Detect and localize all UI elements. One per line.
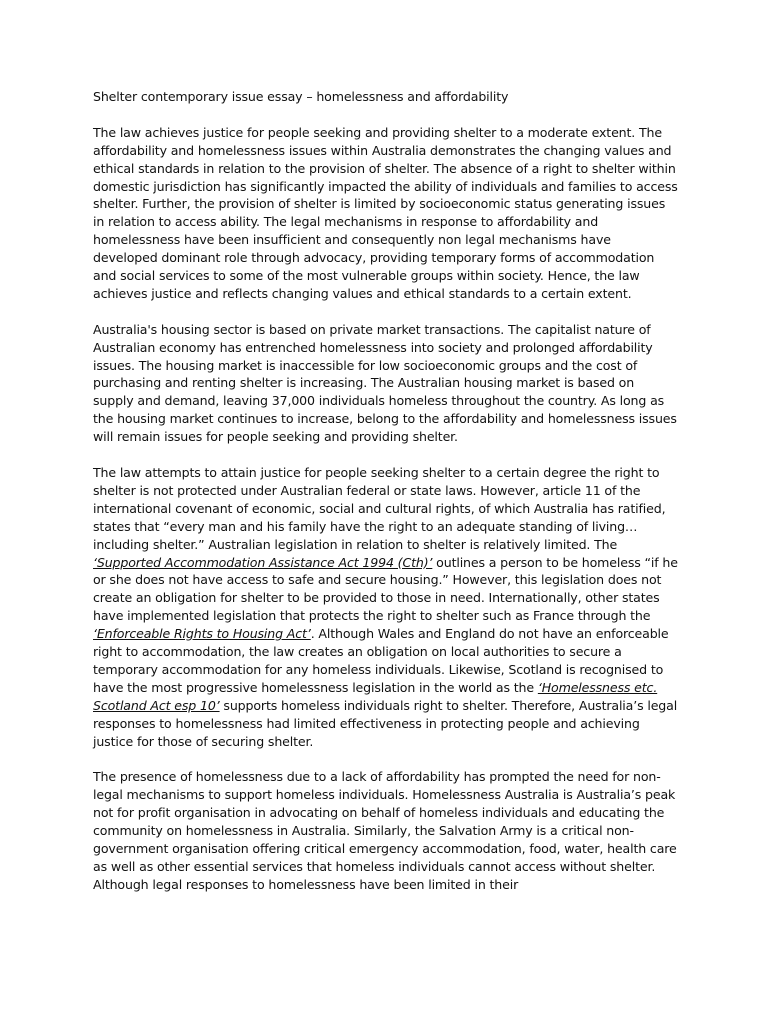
- paragraph-housing-sector: Australia's housing sector is based on private market transactions. The capitalist nature of Australian economy has entrenched homelessness into society and prolonged affordability issues. The housing market is inaccessible for low socioeconomic groups and the cost of purchasing and renting shelter is increasing. The Australian housing market is based on supply and demand, leaving 37,000 individuals homeless throughout the country. As long as the housing market continues to increase, belong to the affordability and homelessness issues will remain issues for people seeking and providing shelter.: [93, 321, 677, 445]
- document-title: Shelter contemporary issue essay – homelessness and affordability: [93, 89, 509, 104]
- paragraph-text: outlines a person to be homeless “if he or she does not have access to safe and secure housing.” However, this legislation does not create an obligation for shelter to be provided to those in need. Internationally, other states have implemented legislation that protects the right to shelter such as France through the: [93, 554, 678, 624]
- paragraph-text: supports homeless individuals right to shelter. Therefore, Australia’s legal responses to homelessness had limited effectiveness in protecting people and achieving justice for those of securing shelter.: [93, 697, 678, 749]
- legislation-reference-france: ‘Enforceable Rights to Housing Act’: [93, 626, 311, 642]
- paragraph-non-legal-mechanisms: The presence of homelessness due to a lack of affordability has prompted the need for non-legal mechanisms to support homeless individuals. Homelessness Australia is Australia’s peak not for profit organisation in advocating on behalf of homeless individuals and educating the community on homelessness in Australia. Similarly, the Salvation Army is a critical non-government organisation offering critical emergency accommodation, food, water, health care as well as other essential services that homeless individuals cannot access without shelter. Although legal responses to homelessness have been limited in their: [93, 769, 677, 892]
- legislation-reference-scotland: ‘Homelessness etc. Scotland Act esp 10’: [93, 679, 658, 713]
- legislation-reference-saaa: ‘Supported Accommodation Assistance Act 1994 (Cth)’: [93, 554, 433, 570]
- paragraph-text: . Although Wales and England do not have an enforceable right to accommodation, the law creates an obligation on local authorities to secure a temporary accommodation for any homeless individuals. Likewise, Scotland is recognised to have the most progressive homelessness legislation in the world as the: [93, 626, 669, 695]
- paragraph-legal-responses: [93, 464, 678, 751]
- document-page: [93, 88, 678, 912]
- paragraph-text: The law attempts to attain justice for people seeking shelter to a certain degree the right to shelter is not protected under Australian federal or state laws. However, article 11 of the international covenant of economic, social and cultural rights, of which Australia has ratified, states that “every man and his family have the right to an adequate standing of living… including shelter.” Australian legislation in relation to shelter is relatively limited. The: [93, 464, 666, 552]
- paragraph-introduction: The law achieves justice for people seeking and providing shelter to a moderate extent. The affordability and homelessness issues within Australia demonstrates the changing values and ethical standards in relation to the provision of shelter. The absence of a right to shelter within domestic jurisdiction has significantly impacted the ability of individuals and families to access shelter. Further, the provision of shelter is limited by socioeconomic status generating issues in relation to access ability. The legal mechanisms in response to affordability and homelessness have been insufficient and consequently non legal mechanisms have developed dominant role through advocacy, providing temporary forms of accommodation and social services to some of the most vulnerable groups within society. Hence, the law achieves justice and reflects changing values and ethical standards to a certain extent.: [93, 124, 678, 301]
